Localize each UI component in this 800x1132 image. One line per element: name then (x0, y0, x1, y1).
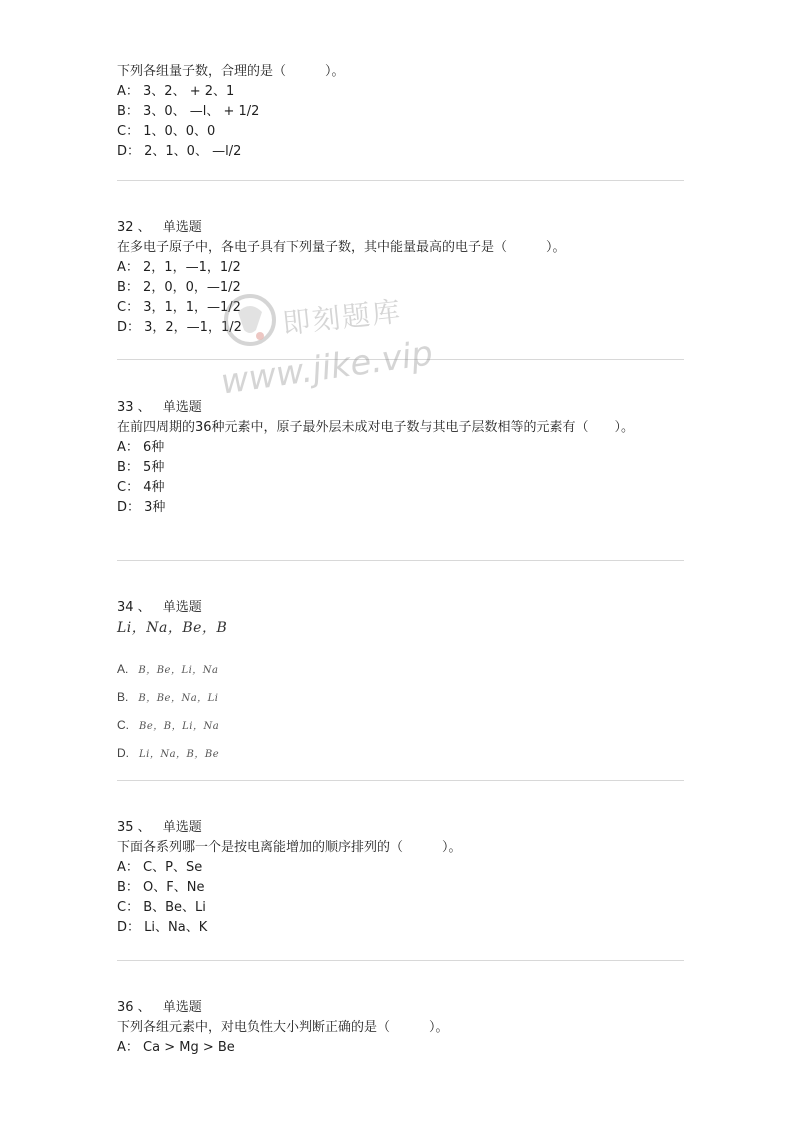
option-label: B. (117, 690, 129, 704)
divider (117, 960, 684, 961)
question-stem: 下面各系列哪一个是按电离能增加的顺序排列的（ ）。 (117, 840, 462, 855)
divider (117, 359, 684, 360)
question-type: 单选题 (162, 600, 202, 615)
question-32 (117, 218, 687, 338)
option-label: A. (117, 662, 129, 676)
option-c (117, 712, 687, 740)
question-36 (117, 998, 687, 1058)
watermark-brand: 即刻题库 (280, 294, 404, 341)
divider (117, 180, 684, 181)
question-type: 单选题 (162, 1000, 202, 1015)
divider (117, 560, 684, 561)
option-value: B，Be，Na，Li (138, 693, 219, 704)
question-35 (117, 818, 687, 938)
option-b: B： 3、0、 —l、 + 1/2 (117, 104, 260, 119)
question-number: 34 、 (117, 600, 151, 615)
watermark-url: www.jike.vip (218, 333, 436, 403)
question-number: 32 、 (117, 220, 151, 235)
divider (117, 780, 684, 781)
question-number: 36 、 (117, 1000, 151, 1015)
option-b: B： 5种 (117, 460, 165, 475)
option-a: A： 3、2、 + 2、1 (117, 84, 235, 99)
option-b: B： O、F、Ne (117, 880, 205, 895)
option-a: A： C、P、Se (117, 860, 203, 875)
question-stem: 在多电子原子中，各电子具有下列量子数，其中能量最高的电子是（ ）。 (117, 240, 566, 255)
option-value: B，Be，Li，Na (138, 665, 219, 676)
option-a: A： 6种 (117, 440, 165, 455)
question-number: 35 、 (117, 820, 151, 835)
question-type: 单选题 (162, 400, 202, 415)
question-stem: 下列各组元素中，对电负性大小判断正确的是（ ）。 (117, 1020, 449, 1035)
question-stem: 下列各组量子数，合理的是（ ）。 (117, 64, 345, 79)
question-header (117, 998, 687, 1018)
option-a (117, 656, 687, 684)
option-a: A： 2，1，—1，1/2 (117, 260, 241, 275)
option-c: C： B、Be、Li (117, 900, 206, 915)
question-33 (117, 398, 687, 518)
option-c: C： 4种 (117, 480, 165, 495)
question-header (117, 218, 687, 238)
option-label: C. (117, 718, 129, 732)
option-d: D： 3，2，—1，1/2 (117, 320, 242, 335)
option-d (117, 740, 687, 768)
option-d: D： 2、1、0、 —l/2 (117, 144, 242, 159)
option-value: Li，Na，B，Be (139, 749, 220, 760)
question-header (117, 818, 687, 838)
option-value: Be，B，Li，Na (139, 721, 220, 732)
option-b: B： 2，0，0，—1/2 (117, 280, 241, 295)
option-c: C： 1、0、0、0 (117, 124, 216, 139)
question-type: 单选题 (162, 820, 202, 835)
question-header (117, 398, 687, 418)
question-34 (117, 598, 687, 768)
question-31 (117, 62, 687, 162)
option-label: D. (117, 746, 129, 760)
option-d: D： 3种 (117, 500, 166, 515)
question-type: 单选题 (162, 220, 202, 235)
question-stem: 在前四周期的36种元素中，原子最外层未成对电子数与其电子层数相等的元素有（ ）。 (117, 420, 635, 435)
question-stem-formula: Li，Na，Be，B (117, 620, 228, 636)
question-header (117, 598, 687, 618)
option-d: D： Li、Na、K (117, 920, 208, 935)
question-number: 33 、 (117, 400, 151, 415)
option-c: C： 3，1，1，—1/2 (117, 300, 241, 315)
option-b (117, 684, 687, 712)
option-a: A： Ca > Mg > Be (117, 1040, 235, 1055)
